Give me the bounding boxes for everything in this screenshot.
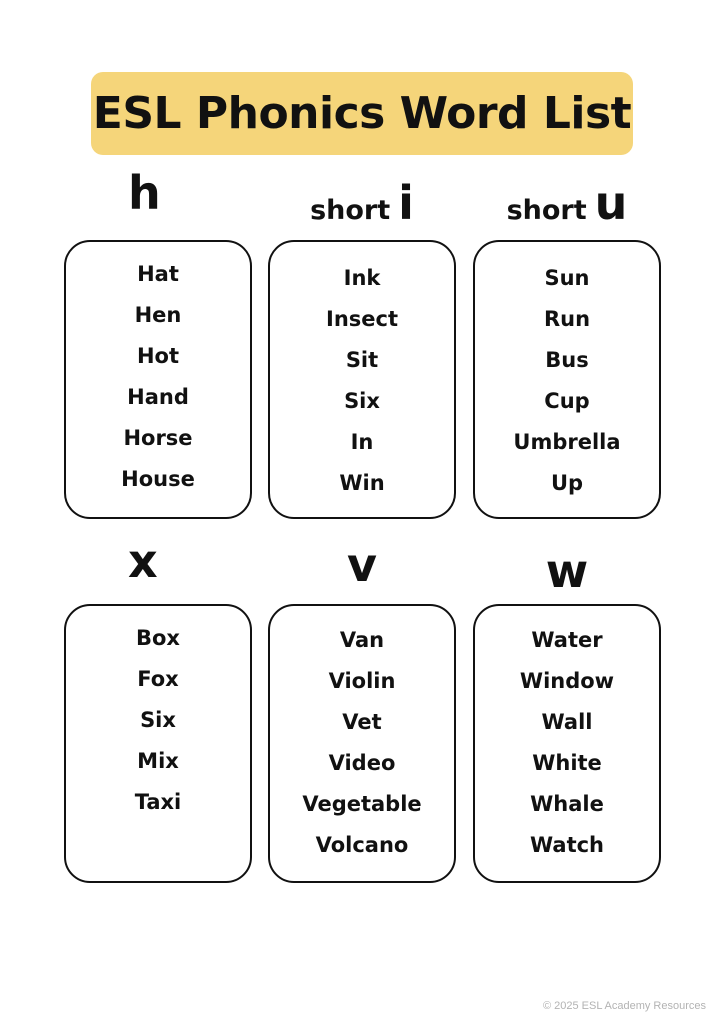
word-item: Hat [137,262,179,286]
copyright-footer: © 2025 ESL Academy Resources [542,1000,706,1012]
word-item: Watch [529,833,605,857]
word-item: Umbrella [513,430,621,454]
word-list [475,258,659,504]
word-box-w [473,604,661,883]
heading-h [64,166,288,220]
word-item: Volcano [315,833,409,857]
heading-word: short [310,195,391,226]
word-item: Sit [345,348,379,372]
word-box-short-i [268,240,456,519]
word-item: Vegetable [302,792,422,816]
page-title: ESL Phonics Word List [92,88,632,139]
word-item: Six [344,389,380,413]
word-item: Fox [137,667,179,691]
heading-letter: x [128,534,158,588]
word-item: Horse [123,426,193,450]
word-item: Run [543,307,591,331]
word-item: Wall [541,710,593,734]
word-item: Up [550,471,584,495]
word-item: Video [328,751,396,775]
word-item: In [350,430,374,454]
heading-letter: i [398,176,414,230]
word-item: Water [531,628,603,652]
title-banner [91,72,633,155]
heading-w [473,544,661,598]
word-box-short-u [473,240,661,519]
heading-x [64,534,288,588]
word-item: Ink [343,266,381,290]
word-item: Window [519,669,615,693]
heading-letter: h [128,166,161,220]
word-item: Box [136,626,180,650]
heading-letter: v [347,538,377,592]
heading-letter: w [545,544,589,598]
word-item: Cup [544,389,590,413]
word-item: Hot [136,344,180,368]
word-list [66,618,250,823]
word-item: Six [140,708,176,732]
word-item: House [121,467,195,491]
word-list [475,620,659,866]
word-list [270,258,454,504]
word-item: Hen [134,303,182,327]
word-item: Insect [326,307,398,331]
word-item: Violin [328,669,396,693]
word-item: White [532,751,602,775]
word-item: Mix [137,749,179,773]
heading-word: short [506,195,587,226]
word-item: Sun [544,266,590,290]
word-item: Taxi [134,790,182,814]
word-box-v [268,604,456,883]
heading-short-i [268,176,456,230]
word-item: Vet [342,710,382,734]
word-item: Bus [545,348,589,372]
word-list [270,620,454,866]
word-item: Van [339,628,385,652]
word-item: Whale [530,792,604,816]
heading-letter: u [594,176,628,230]
word-item: Hand [127,385,189,409]
word-box-h [64,240,252,519]
word-box-x [64,604,252,883]
heading-short-u [473,176,661,230]
word-item: Win [339,471,385,495]
heading-v [268,538,456,592]
word-list [66,254,250,500]
